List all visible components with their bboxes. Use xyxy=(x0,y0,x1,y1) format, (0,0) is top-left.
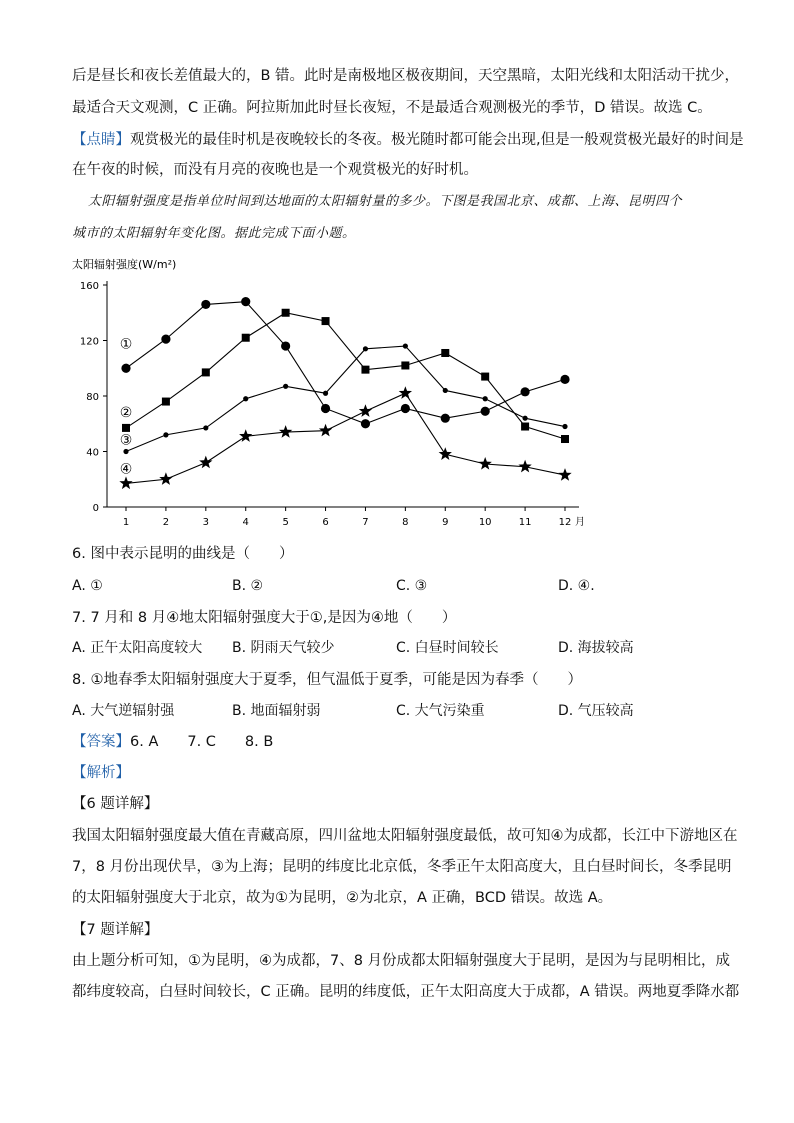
answer-tag: 【答案】 xyxy=(72,734,130,750)
d7-line1: 由上题分析可知，①为昆明，④为成都，7、8 月份成都太阳辐射强度大于昆明，是因为与昆明相比，成 xyxy=(72,953,731,969)
point-series-2 xyxy=(162,398,170,406)
point-series-2 xyxy=(282,309,290,317)
point-series-1 xyxy=(201,300,210,309)
point-series-2 xyxy=(441,349,449,357)
x-tick-label: 8 xyxy=(402,517,409,528)
x-tick-label: 5 xyxy=(282,517,289,528)
chart-ylabel: 太阳辐射强度(W/m²) xyxy=(72,258,177,271)
point-series-2 xyxy=(401,361,409,369)
q7-opt-a: A. 正午太阳高度较大 xyxy=(72,640,203,656)
point-series-2 xyxy=(361,366,369,374)
q8-opt-b: B. 地面辐射弱 xyxy=(232,703,321,719)
series-label-3: ③ xyxy=(119,432,133,449)
q8-stem: 8. ①地春季太阳辐射强度大于夏季，但气温低于夏季，可能是因为春季（ ） xyxy=(72,672,582,688)
point-series-2 xyxy=(202,368,210,376)
point-series-2 xyxy=(242,334,250,342)
para1-line1: 后是昼长和夜长差值最大的，B 错。此时是南极地区极夜期间，天空黑暗，太阳光线和太阳活动干扰少， xyxy=(72,68,740,84)
point-series-1 xyxy=(121,364,130,373)
point-series-1 xyxy=(361,419,370,428)
point-series-3 xyxy=(283,384,288,389)
q6-opt-b: B. ② xyxy=(232,578,264,594)
point-series-4 xyxy=(518,460,531,473)
point-series-1 xyxy=(401,404,410,413)
series-line-3 xyxy=(126,346,565,451)
point-series-3 xyxy=(483,396,488,401)
point-series-3 xyxy=(363,346,368,351)
point-series-4 xyxy=(279,425,292,438)
x-tick-label: 7 xyxy=(362,517,369,528)
point-series-1 xyxy=(321,404,330,413)
point-series-2 xyxy=(322,317,330,325)
dianjing-line1 xyxy=(72,130,744,150)
point-series-3 xyxy=(403,343,408,348)
d7-tag: 【7 题详解】 xyxy=(72,922,159,938)
dianjing-line2: 在午夜的时候，而没有月亮的夜晚也是一个观赏极光的好时机。 xyxy=(72,162,478,178)
q6-opt-a: A. ① xyxy=(72,578,103,594)
series-line-2 xyxy=(126,313,565,439)
q8-opt-d: D. 气压较高 xyxy=(558,703,634,719)
point-series-1 xyxy=(241,297,250,306)
d6-line2: 7，8 月份出现伏旱，③为上海；昆明的纬度比北京低，冬季正午太阳高度大，且白昼时间长，冬季昆明 xyxy=(72,859,732,875)
point-series-2 xyxy=(481,373,489,381)
point-series-4 xyxy=(199,456,212,469)
d7-line2: 都纬度较高，白昼时间较长，C 正确。昆明的纬度低，正午太阳高度大于成都，A 错误。两地夏季降水都 xyxy=(72,984,740,1000)
point-series-4 xyxy=(359,404,372,417)
y-tick-label: 0 xyxy=(92,503,99,514)
point-series-2 xyxy=(122,424,130,432)
x-tick-label: 10 xyxy=(478,517,492,528)
x-tick-label: 4 xyxy=(242,517,249,528)
q6-stem: 6. 图中表示昆明的曲线是（ ） xyxy=(72,546,294,562)
point-series-3 xyxy=(522,416,527,421)
point-series-3 xyxy=(203,425,208,430)
y-tick-label: 160 xyxy=(79,281,99,292)
x-tick-label: 3 xyxy=(202,517,210,528)
q7-opt-c: C. 白昼时间较长 xyxy=(396,640,499,656)
series-label-4: ④ xyxy=(119,461,133,478)
q6-opt-d: D. ④. xyxy=(558,578,595,594)
point-series-3 xyxy=(323,391,328,396)
point-series-1 xyxy=(560,375,569,384)
point-series-4 xyxy=(439,447,452,460)
q7-opt-d: D. 海拔较高 xyxy=(558,640,634,656)
y-tick-label: 120 xyxy=(79,336,99,348)
point-series-4 xyxy=(479,457,492,470)
point-series-3 xyxy=(163,432,168,437)
point-series-1 xyxy=(161,335,170,344)
x-unit-label: 月 xyxy=(575,517,585,528)
point-series-4 xyxy=(399,386,412,399)
y-tick-label: 40 xyxy=(86,447,99,459)
point-series-1 xyxy=(281,341,290,350)
x-tick-label: 12 xyxy=(558,517,572,528)
y-tick-label: 80 xyxy=(86,392,99,403)
point-series-4 xyxy=(558,468,571,481)
series-line-4 xyxy=(126,393,565,483)
answer-line xyxy=(72,732,273,752)
series-label-1: ① xyxy=(119,336,133,353)
x-tick-label: 11 xyxy=(518,517,532,528)
point-series-4 xyxy=(319,424,332,437)
para1-line2: 最适合天文观测，C 正确。阿拉斯加此时昼长夜短，不是最适合观测极光的季节，D 错误。故选 C。 xyxy=(72,100,712,116)
q8-opt-c: C. 大气污染重 xyxy=(396,703,485,719)
d6-line1: 我国太阳辐射强度最大值在青藏高原，四川盆地太阳辐射强度最低，故可知④为成都，长江中下游地区在 xyxy=(72,828,738,844)
jiexi-tag: 【解析】 xyxy=(72,765,130,781)
point-series-4 xyxy=(159,472,172,485)
q7-opt-b: B. 阴雨天气较少 xyxy=(232,640,335,656)
point-series-2 xyxy=(561,435,569,443)
d6-tag: 【6 题详解】 xyxy=(72,796,159,812)
point-series-4 xyxy=(119,476,132,489)
point-series-3 xyxy=(243,396,248,401)
q6-opt-c: C. ③ xyxy=(396,578,428,594)
d6-line3: 的太阳辐射强度大于北京，故为①为昆明，②为北京，A 正确，BCD 错误。故选 A。 xyxy=(72,890,613,906)
point-series-1 xyxy=(520,387,529,396)
point-series-3 xyxy=(443,388,448,393)
answer-text: 6. A 7. C 8. B xyxy=(130,734,274,750)
x-tick-label: 6 xyxy=(322,517,329,528)
x-tick-label: 2 xyxy=(162,517,170,528)
solar-radiation-chart xyxy=(66,252,606,534)
q7-stem: 7. 7 月和 8 月④地太阳辐射强度大于①,是因为④地（ ） xyxy=(72,610,457,626)
point-series-3 xyxy=(562,424,567,429)
intro-line1: 太阳辐射强度是指单位时间到达地面的太阳辐射量的多少。下图是我国北京、成都、上海、昆明四个 xyxy=(88,194,683,209)
point-series-3 xyxy=(123,449,128,454)
dianjing-text-1: 观赏极光的最佳时机是夜晚较长的冬夜。极光随时都可能会出现,但是一般观赏极光最好的时间是 xyxy=(130,132,744,148)
x-tick-label: 9 xyxy=(442,517,449,528)
x-tick-label: 1 xyxy=(122,517,130,528)
point-series-1 xyxy=(441,414,450,423)
point-series-4 xyxy=(239,429,252,442)
q8-opt-a: A. 大气逆辐射强 xyxy=(72,703,175,719)
intro-line2: 城市的太阳辐射年变化图。据此完成下面小题。 xyxy=(72,226,356,241)
dianjing-tag: 【点睛】 xyxy=(72,132,130,148)
point-series-1 xyxy=(481,407,490,416)
series-label-2: ② xyxy=(119,404,133,421)
point-series-2 xyxy=(521,423,529,431)
